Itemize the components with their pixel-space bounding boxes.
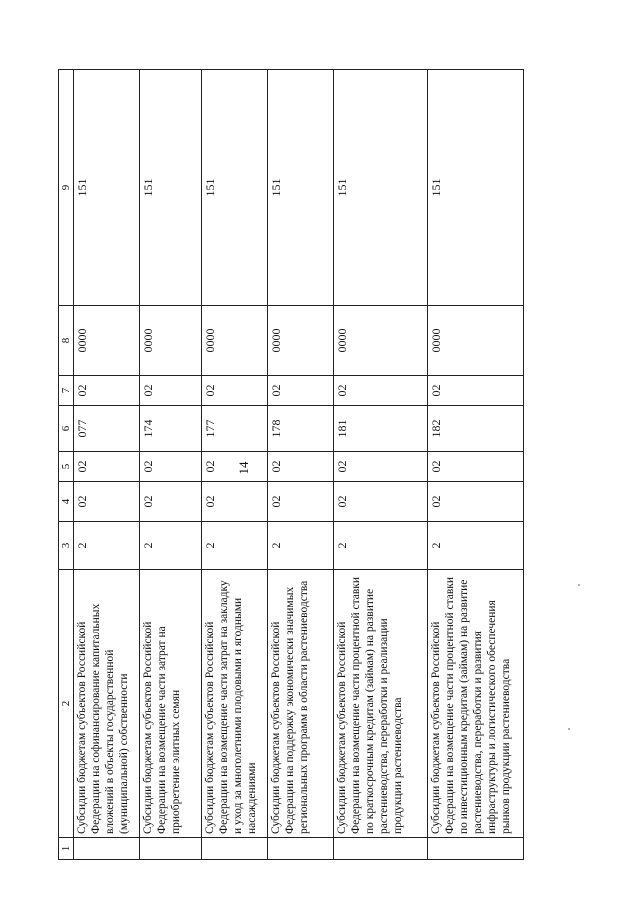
column-header-5: 5 bbox=[59, 452, 74, 482]
cell-col7: 02 bbox=[428, 376, 524, 406]
page-number: 14 bbox=[236, 461, 251, 475]
column-header-3: 3 bbox=[59, 522, 74, 570]
cell-col9: 151 bbox=[140, 70, 202, 306]
cell-col9: 151 bbox=[268, 70, 334, 306]
table-row bbox=[334, 70, 428, 860]
cell-col1 bbox=[202, 838, 268, 860]
scan-speck bbox=[578, 584, 580, 586]
cell-col6: 177 bbox=[202, 406, 268, 452]
cell-col3: 2 bbox=[268, 522, 334, 570]
cell-col4: 02 bbox=[268, 482, 334, 522]
cell-description: Субсидии бюджетам субъектов Российской Федерации на возмещение части процентной ставки по инвестиционным кредитам (займам) на развитие растениеводства, переработки и развития инфраструктуры и логистического обеспечения рынков продукции растениеводства bbox=[428, 570, 524, 838]
cell-col3: 2 bbox=[74, 522, 140, 570]
cell-col1 bbox=[74, 838, 140, 860]
cell-col8: 0000 bbox=[268, 306, 334, 376]
cell-col6: 174 bbox=[140, 406, 202, 452]
cell-col3: 2 bbox=[428, 522, 524, 570]
column-header-2: 2 bbox=[59, 570, 74, 838]
budget-classification-table bbox=[58, 69, 524, 860]
cell-col8: 0000 bbox=[140, 306, 202, 376]
cell-col6: 182 bbox=[428, 406, 524, 452]
cell-col8: 0000 bbox=[334, 306, 428, 376]
cell-col1 bbox=[140, 838, 202, 860]
column-header-9: 9 bbox=[59, 70, 74, 306]
cell-col9: 151 bbox=[334, 70, 428, 306]
cell-col1 bbox=[428, 838, 524, 860]
cell-col7: 02 bbox=[140, 376, 202, 406]
cell-col8: 0000 bbox=[428, 306, 524, 376]
cell-col9: 151 bbox=[202, 70, 268, 306]
cell-col4: 02 bbox=[334, 482, 428, 522]
column-header-6: 6 bbox=[59, 406, 74, 452]
cell-col5: 02 bbox=[74, 452, 140, 482]
table-row bbox=[202, 70, 268, 860]
cell-col4: 02 bbox=[202, 482, 268, 522]
cell-col5: 02 bbox=[268, 452, 334, 482]
cell-col5: 02 bbox=[334, 452, 428, 482]
cell-col6: 178 bbox=[268, 406, 334, 452]
cell-col5: 02 bbox=[202, 452, 268, 482]
column-header-8: 8 bbox=[59, 306, 74, 376]
table-header-row bbox=[59, 70, 74, 860]
cell-col7: 02 bbox=[74, 376, 140, 406]
cell-description: Субсидии бюджетам субъектов Российской Федерации на возмещение части процентной ставки по краткосрочным кредитам (займам) на развитие растениеводства, переработки и реализации продукции растениеводства bbox=[334, 570, 428, 838]
cell-description: Субсидии бюджетам субъектов Российской Федерации на софинансирование капитальных вложений в объекты государственной (муниципальной) собственности bbox=[74, 570, 140, 838]
cell-col7: 02 bbox=[334, 376, 428, 406]
cell-col1 bbox=[268, 838, 334, 860]
cell-col8: 0000 bbox=[202, 306, 268, 376]
table-row bbox=[74, 70, 140, 860]
cell-col9: 151 bbox=[428, 70, 524, 306]
rotated-table-frame bbox=[58, 70, 512, 860]
rotated-table-region bbox=[58, 70, 512, 860]
cell-col4: 02 bbox=[140, 482, 202, 522]
cell-description: Субсидии бюджетам субъектов Российской Федерации на поддержку экономически значимых региональных программ в области растениеводства bbox=[268, 570, 334, 838]
cell-col3: 2 bbox=[202, 522, 268, 570]
cell-col7: 02 bbox=[268, 376, 334, 406]
cell-col5: 02 bbox=[428, 452, 524, 482]
table-row bbox=[268, 70, 334, 860]
table-row bbox=[140, 70, 202, 860]
column-header-7: 7 bbox=[59, 376, 74, 406]
cell-col3: 2 bbox=[140, 522, 202, 570]
column-header-4: 4 bbox=[59, 482, 74, 522]
cell-col4: 02 bbox=[428, 482, 524, 522]
table-row bbox=[428, 70, 524, 860]
column-header-1: 1 bbox=[59, 838, 74, 860]
cell-col7: 02 bbox=[202, 376, 268, 406]
cell-description: Субсидии бюджетам субъектов Российской Федерации на возмещение части затрат на приобретение элитных семян bbox=[140, 570, 202, 838]
scan-speck bbox=[568, 728, 570, 730]
cell-col1 bbox=[334, 838, 428, 860]
cell-col6: 077 bbox=[74, 406, 140, 452]
cell-col4: 02 bbox=[74, 482, 140, 522]
cell-col5: 02 bbox=[140, 452, 202, 482]
cell-col8: 0000 bbox=[74, 306, 140, 376]
cell-description: Субсидии бюджетам субъектов Российской Федерации на возмещение части затрат на закладку и уход за многолетними плодовыми и ягодными насаждениями bbox=[202, 570, 268, 838]
cell-col9: 151 bbox=[74, 70, 140, 306]
cell-col6: 181 bbox=[334, 406, 428, 452]
cell-col3: 2 bbox=[334, 522, 428, 570]
